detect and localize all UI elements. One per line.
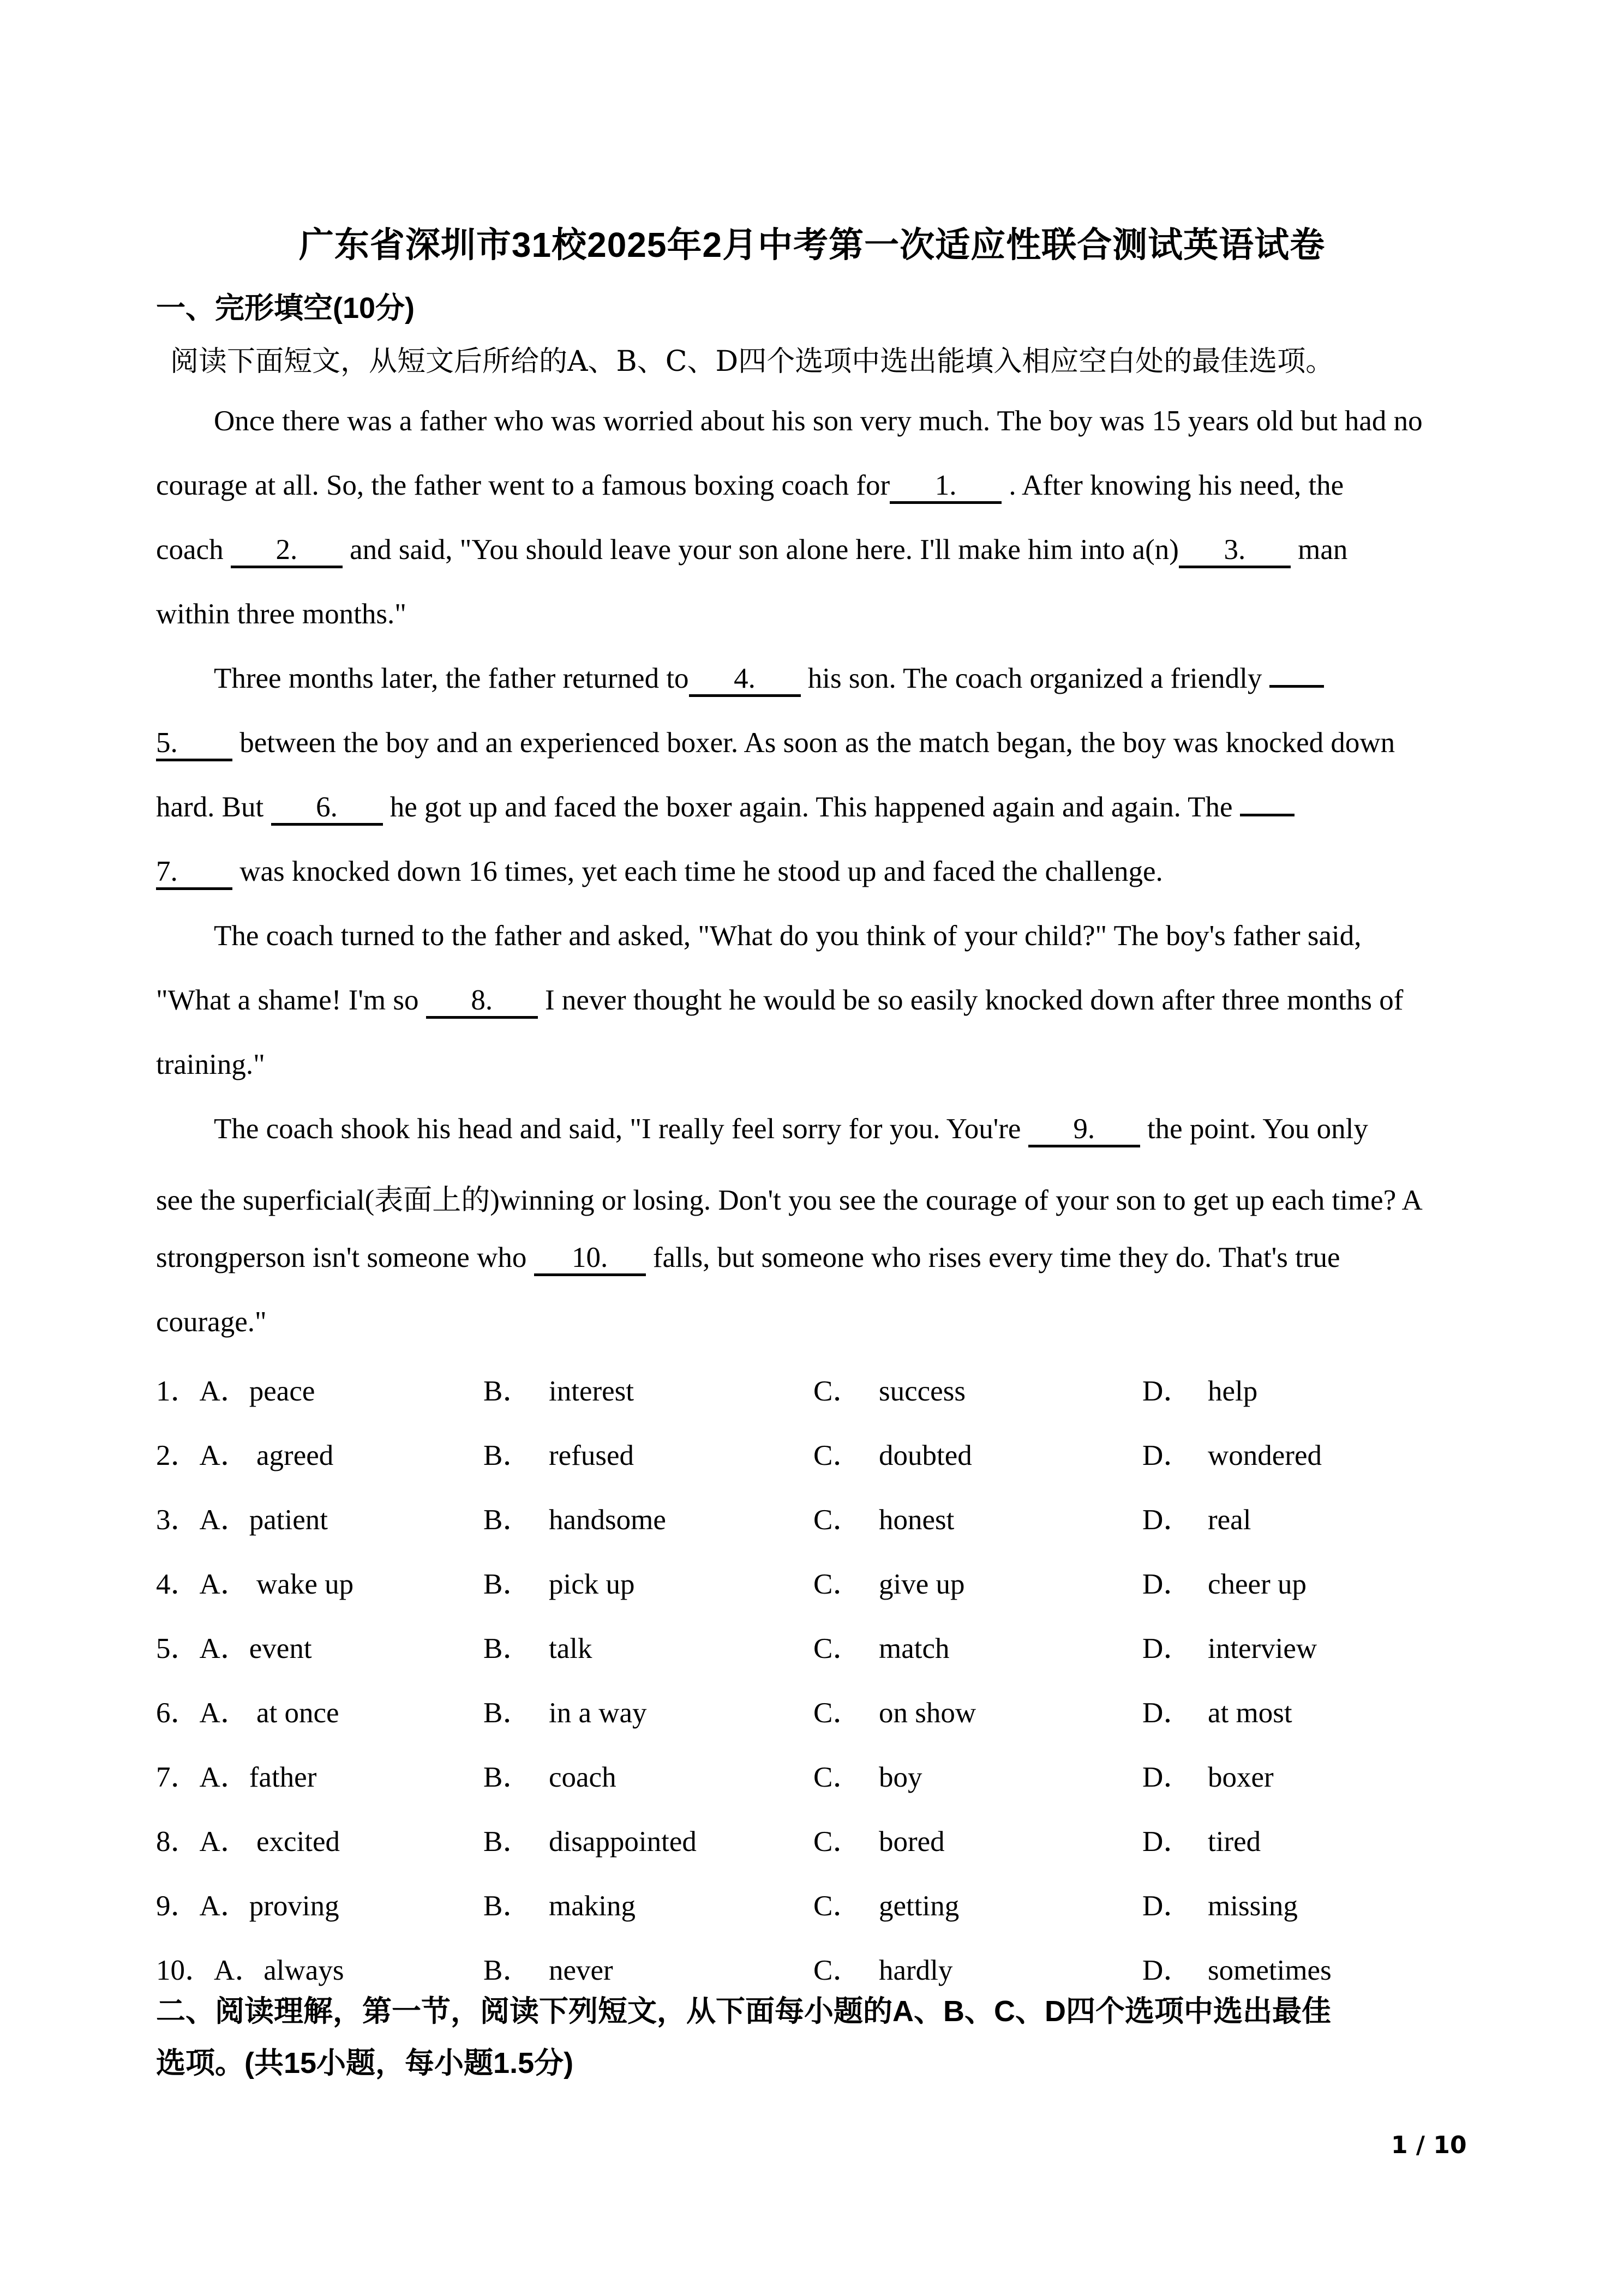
option-letter: B．: [483, 1697, 532, 1729]
option-d[interactable]: [1142, 1432, 1322, 1474]
blank-3[interactable]: 3.: [1179, 536, 1291, 568]
option-text: cheer up: [1208, 1568, 1307, 1600]
option-letter: C．: [813, 1697, 862, 1729]
option-text: doubted: [879, 1440, 972, 1471]
question-number: 2．: [156, 1440, 200, 1471]
option-c[interactable]: [813, 1754, 922, 1795]
option-d[interactable]: [1142, 1883, 1298, 1924]
option-text: father: [249, 1762, 317, 1793]
option-a[interactable]: [156, 1496, 328, 1538]
option-a[interactable]: [156, 1754, 316, 1795]
option-text: handsome: [549, 1504, 666, 1536]
option-text: real: [1208, 1504, 1251, 1536]
option-b[interactable]: [483, 1754, 616, 1795]
passage-line: see the superficial(表面上的)winning or losing. Don't you see the courage of your son to get up each time? A: [156, 1185, 1423, 1216]
option-text: excited: [249, 1826, 340, 1858]
blank-7[interactable]: 7.: [156, 857, 232, 890]
option-c[interactable]: [813, 1368, 966, 1409]
option-letter: A．: [199, 1440, 249, 1471]
option-letter: A．: [199, 1762, 249, 1793]
option-d[interactable]: [1142, 1754, 1274, 1795]
question-number: 7．: [156, 1762, 200, 1793]
option-b[interactable]: [483, 1818, 697, 1860]
passage-line: courage.": [156, 1306, 267, 1338]
option-d[interactable]: [1142, 1368, 1257, 1409]
option-letter: C．: [813, 1375, 862, 1407]
option-b[interactable]: [483, 1561, 635, 1602]
option-text: disappointed: [549, 1826, 697, 1858]
passage-line: strongperson isn't someone who 10. falls, but someone who rises every time they do. That's true: [156, 1241, 1340, 1276]
option-text: interview: [1208, 1633, 1317, 1664]
option-a[interactable]: [156, 1561, 353, 1602]
option-letter: D．: [1142, 1890, 1192, 1922]
option-letter: C．: [813, 1762, 862, 1793]
option-d[interactable]: [1142, 1947, 1332, 1988]
option-c[interactable]: [813, 1818, 945, 1860]
blank-7-lead: [1240, 813, 1295, 816]
option-text: pick up: [549, 1568, 635, 1600]
blank-6[interactable]: 6.: [271, 793, 383, 826]
question-number: 5．: [156, 1633, 200, 1664]
option-b[interactable]: [483, 1947, 613, 1988]
option-letter: C．: [813, 1440, 862, 1471]
option-letter: D．: [1142, 1762, 1192, 1793]
option-text: coach: [549, 1762, 616, 1793]
option-letter: B．: [483, 1504, 532, 1536]
option-a[interactable]: [156, 1625, 312, 1667]
option-text: hardly: [879, 1955, 953, 1986]
option-letter: D．: [1142, 1504, 1192, 1536]
passage-line: training.": [156, 1049, 265, 1080]
option-letter: A．: [199, 1890, 249, 1922]
option-a[interactable]: [156, 1432, 333, 1474]
passage-line: The coach turned to the father and asked, "What do you think of your child?" The boy's father said,: [214, 920, 1362, 952]
option-text: in a way: [549, 1697, 647, 1729]
question-number: 3．: [156, 1504, 200, 1536]
option-text: refused: [549, 1440, 634, 1471]
option-letter: D．: [1142, 1697, 1192, 1729]
option-c[interactable]: [813, 1561, 965, 1602]
section1-heading: 一、完形填空(10分): [156, 292, 415, 324]
option-letter: A．: [199, 1826, 249, 1858]
option-letter: A．: [199, 1697, 249, 1729]
blank-5-lead: [1269, 684, 1324, 688]
blank-4[interactable]: 4.: [689, 664, 801, 697]
option-c[interactable]: [813, 1432, 972, 1474]
option-text: missing: [1208, 1890, 1298, 1922]
option-letter: C．: [813, 1826, 862, 1858]
blank-1[interactable]: 1.: [890, 471, 1002, 504]
option-text: success: [879, 1375, 966, 1407]
option-d[interactable]: [1142, 1625, 1317, 1667]
option-letter: A．: [199, 1633, 249, 1664]
option-c[interactable]: [813, 1883, 959, 1924]
blank-2[interactable]: 2.: [231, 536, 343, 568]
exam-title: 广东省深圳市31校2025年2月中考第一次适应性联合测试英语试卷: [298, 225, 1326, 265]
passage-line: 5. between the boy and an experienced boxer. As soon as the match began, the boy was knocked down: [156, 726, 1395, 761]
section1-instruction: 阅读下面短文，从短文后所给的A、B、C、D四个选项中选出能填入相应空白处的最佳选项。: [170, 345, 1334, 378]
option-a[interactable]: [156, 1690, 339, 1731]
option-letter: D．: [1142, 1633, 1192, 1664]
option-letter: B．: [483, 1826, 532, 1858]
option-text: never: [549, 1955, 613, 1986]
passage-line: hard. But 6. he got up and faced the boxer again. This happened again and again. The: [156, 791, 1295, 826]
option-a[interactable]: [156, 1883, 339, 1924]
option-d[interactable]: [1142, 1496, 1251, 1538]
option-letter: A．: [199, 1375, 249, 1407]
option-text: boxer: [1208, 1762, 1274, 1793]
option-a[interactable]: [156, 1368, 315, 1409]
question-number: 10．: [156, 1955, 214, 1986]
option-c[interactable]: [813, 1947, 952, 1988]
option-text: wake up: [249, 1568, 354, 1600]
option-letter: B．: [483, 1568, 532, 1600]
option-text: boy: [879, 1762, 922, 1793]
option-text: making: [549, 1890, 636, 1922]
passage-line: The coach shook his head and said, "I really feel sorry for you. You're 9. the point. You only: [214, 1113, 1368, 1147]
option-text: tired: [1208, 1826, 1261, 1858]
option-letter: C．: [813, 1890, 862, 1922]
option-text: patient: [249, 1504, 328, 1536]
option-text: give up: [879, 1568, 965, 1600]
option-b[interactable]: [483, 1432, 634, 1474]
option-b[interactable]: [483, 1496, 666, 1538]
option-letter: B．: [483, 1633, 532, 1664]
section2-heading: 二、阅读理解，第一节，阅读下列短文，从下面每小题的A、B、C、D四个选项中选出最佳 选项。(共15小题，每小题1.5分): [156, 1995, 1331, 2079]
option-text: proving: [249, 1890, 339, 1922]
option-letter: A．: [199, 1568, 249, 1600]
option-c[interactable]: [813, 1625, 950, 1667]
option-text: bored: [879, 1826, 945, 1858]
passage-line: 7. was knocked down 16 times, yet each time he stood up and faced the challenge.: [156, 855, 1163, 890]
passage-line: coach 2. and said, "You should leave your son alone here. I'll make him into a(n) 3. man: [156, 533, 1347, 568]
blank-8[interactable]: 8.: [426, 986, 538, 1019]
option-d[interactable]: [1142, 1561, 1307, 1602]
option-letter: B．: [483, 1762, 532, 1793]
option-c[interactable]: [813, 1496, 954, 1538]
option-letter: B．: [483, 1955, 532, 1986]
option-letter: A．: [214, 1955, 264, 1986]
question-number: 4．: [156, 1568, 200, 1600]
option-a[interactable]: [156, 1818, 340, 1860]
option-d[interactable]: [1142, 1818, 1261, 1860]
option-letter: C．: [813, 1568, 862, 1600]
option-text: interest: [549, 1375, 634, 1407]
option-letter: D．: [1142, 1568, 1192, 1600]
option-text: honest: [879, 1504, 955, 1536]
option-text: match: [879, 1633, 950, 1664]
option-text: agreed: [249, 1440, 334, 1471]
option-d[interactable]: [1142, 1690, 1292, 1731]
option-text: peace: [249, 1375, 315, 1407]
blank-5[interactable]: 5.: [156, 729, 232, 761]
option-letter: C．: [813, 1955, 862, 1986]
blank-10[interactable]: 10.: [534, 1243, 646, 1276]
option-text: sometimes: [1208, 1955, 1332, 1986]
question-number: 8．: [156, 1826, 200, 1858]
option-letter: C．: [813, 1504, 862, 1536]
option-b[interactable]: [483, 1883, 636, 1924]
option-text: at most: [1208, 1697, 1292, 1729]
option-letter: A．: [199, 1504, 249, 1536]
passage-line: "What a shame! I'm so 8. I never thought he would be so easily knocked down after three months of: [156, 984, 1403, 1019]
option-letter: D．: [1142, 1826, 1192, 1858]
option-text: wondered: [1208, 1440, 1322, 1471]
option-letter: B．: [483, 1375, 532, 1407]
option-text: always: [263, 1955, 344, 1986]
option-text: at once: [249, 1697, 339, 1729]
blank-9[interactable]: 9.: [1028, 1115, 1140, 1147]
option-text: event: [249, 1633, 312, 1664]
option-text: talk: [549, 1633, 592, 1664]
option-letter: D．: [1142, 1440, 1192, 1471]
option-b[interactable]: [483, 1625, 592, 1667]
option-text: getting: [879, 1890, 960, 1922]
page-indicator: 1 / 10: [1391, 2131, 1467, 2159]
passage-line: Once there was a father who was worried about his son very much. The boy was 15 years old but had no: [214, 405, 1423, 437]
option-letter: D．: [1142, 1375, 1192, 1407]
option-a[interactable]: [156, 1947, 344, 1988]
passage-line: Three months later, the father returned to 4. his son. The coach organized a friendly: [214, 662, 1324, 697]
question-number: 6．: [156, 1697, 200, 1729]
question-number: 9．: [156, 1890, 200, 1922]
option-letter: C．: [813, 1633, 862, 1664]
option-c[interactable]: [813, 1690, 976, 1731]
question-number: 1．: [156, 1375, 200, 1407]
passage-line: within three months.": [156, 598, 406, 630]
option-b[interactable]: [483, 1368, 634, 1409]
option-letter: B．: [483, 1890, 532, 1922]
passage-line: courage at all. So, the father went to a famous boxing coach for 1. . After knowing his need, the: [156, 469, 1344, 504]
option-text: on show: [879, 1697, 976, 1729]
option-b[interactable]: [483, 1690, 647, 1731]
option-letter: B．: [483, 1440, 532, 1471]
option-letter: D．: [1142, 1955, 1192, 1986]
option-text: help: [1208, 1375, 1258, 1407]
